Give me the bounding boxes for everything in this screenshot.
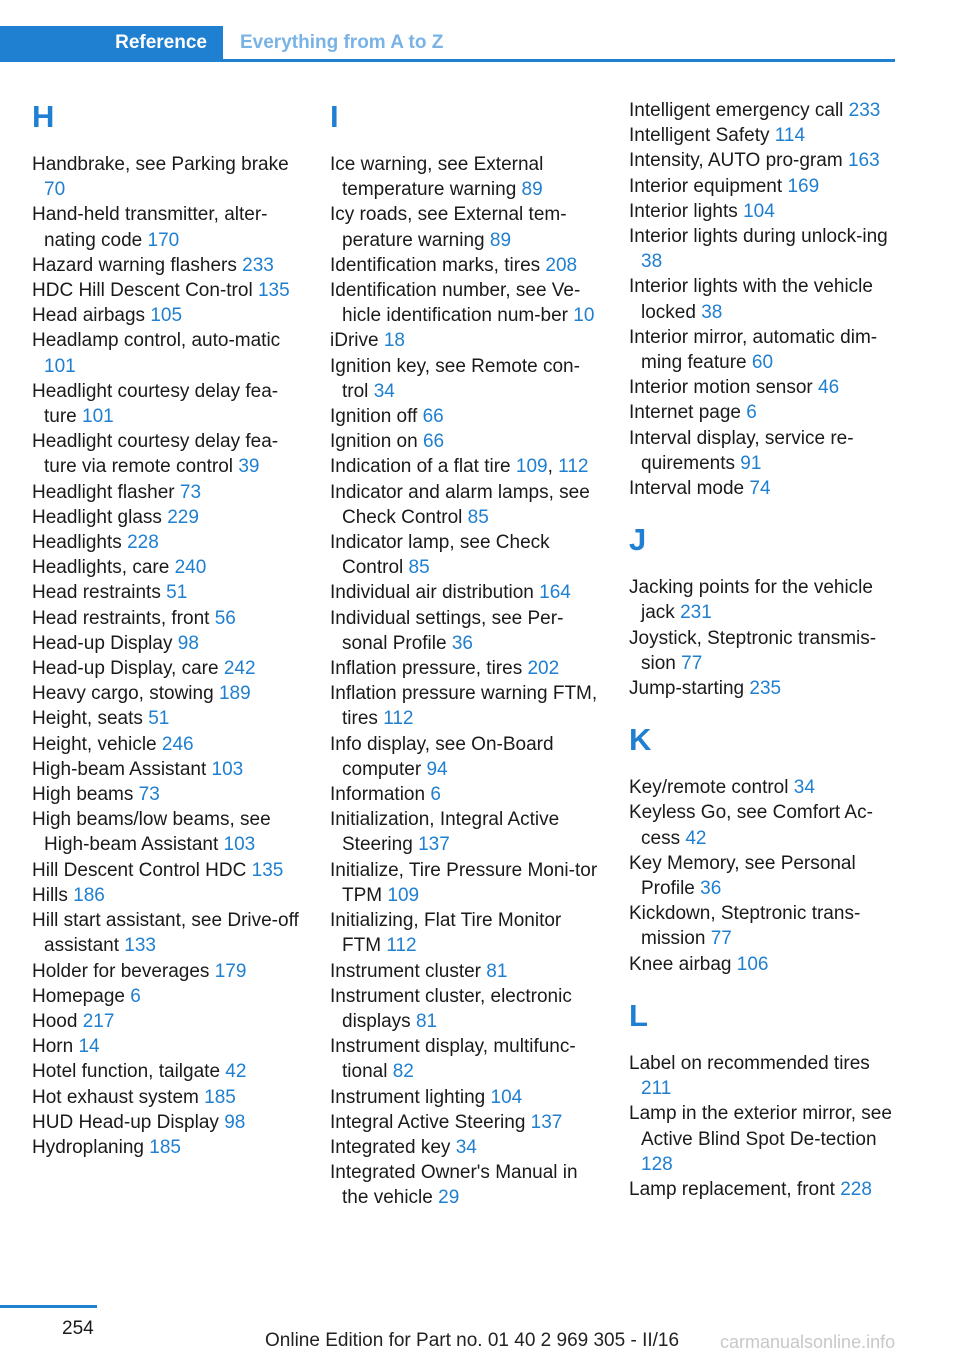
page-link[interactable]: 104 (743, 200, 775, 222)
edition-note: Online Edition for Part no. 01 40 2 969 305 - II/16 (265, 1330, 680, 1351)
index-entry (330, 152, 600, 202)
index-entry (32, 278, 302, 303)
index-entry (32, 807, 302, 857)
index-entry-text: Integral Active Steering (330, 1111, 526, 1133)
index-entry-text: Hand-held transmitter, alter-nating code (32, 204, 268, 251)
index-entry (330, 656, 600, 681)
index-entry-text: Info display, see On-Board computer (330, 733, 554, 780)
page-link[interactable]: 14 (78, 1036, 100, 1058)
page-link[interactable]: 112 (558, 456, 589, 478)
index-entry-text: Lamp replacement, front (629, 1178, 835, 1200)
index-entry-text: Interval display, service re-quirements (629, 427, 854, 474)
index-entry-text: Intensity, AUTO pro-gram (629, 150, 843, 172)
index-entry (629, 476, 899, 501)
index-entry (32, 757, 302, 782)
index-entry (330, 530, 600, 580)
index-entry-text: Identification marks, tires (330, 254, 541, 276)
index-column-1 (32, 98, 302, 1160)
index-entry-text: Joystick, Steptronic transmis-sion (629, 627, 877, 674)
index-entry (32, 1059, 302, 1084)
index-entry (330, 908, 600, 958)
page-link[interactable]: 169 (787, 175, 820, 197)
index-entry (629, 98, 899, 123)
index-entry-text: Instrument cluster, electronic displays (330, 985, 572, 1032)
page-link[interactable]: 135 (257, 280, 290, 302)
page-link[interactable]: 137 (418, 834, 450, 856)
index-entry (330, 681, 600, 731)
index-entry-text: Jump-starting (629, 678, 745, 700)
index-entry (629, 123, 899, 148)
page-link[interactable]: 56 (214, 607, 236, 629)
index-entry (330, 580, 600, 605)
page-link[interactable]: 34 (373, 380, 395, 402)
index-entry-text: Height, vehicle (32, 733, 157, 755)
page-link[interactable]: 51 (166, 582, 188, 604)
index-entry (32, 631, 302, 656)
index-entry (32, 1110, 302, 1135)
index-entry (629, 148, 899, 173)
page-link[interactable]: 98 (224, 1111, 246, 1133)
page-link[interactable]: 240 (174, 557, 207, 579)
page-link[interactable]: 233 (242, 254, 274, 276)
index-entry-text: Hydroplaning (32, 1136, 144, 1158)
index-entry-text: Integrated key (330, 1136, 451, 1158)
page-link[interactable]: 81 (486, 960, 508, 982)
index-entry-text: Interior mirror, automatic dim-ming feature (629, 326, 878, 374)
page-link[interactable]: 186 (73, 884, 105, 906)
page-link[interactable]: 38 (641, 251, 663, 273)
index-entry (330, 1110, 600, 1135)
index-entry (32, 505, 302, 530)
index-entry (32, 152, 302, 202)
index-entry (330, 278, 600, 328)
page-link[interactable]: 73 (179, 481, 202, 503)
page-link[interactable]: 60 (751, 352, 774, 374)
index-entry-text: Interior equipment (629, 175, 783, 197)
index-entry-text: Indicator lamp, see Check Control (330, 532, 550, 579)
page-link[interactable]: 170 (147, 229, 180, 251)
page-link[interactable]: 85 (408, 557, 430, 579)
index-entry (330, 984, 600, 1034)
page-link[interactable]: 77 (710, 928, 732, 950)
page-link[interactable]: 137 (530, 1111, 563, 1133)
index-entry-text: Interior motion sensor (629, 377, 813, 399)
page-link[interactable]: 42 (225, 1061, 247, 1083)
index-entry-text: Holder for beverages (32, 960, 210, 982)
index-entry (629, 1101, 899, 1177)
index-entry (330, 606, 600, 656)
page-link[interactable]: 228 (127, 532, 159, 554)
index-entry-text: Initialization, Integral Active Steering (330, 809, 560, 856)
index-entry-text: Head restraints (32, 582, 161, 604)
index-entry-text: Label on recommended tires (629, 1052, 870, 1074)
index-entry-text: Hood (32, 1010, 78, 1032)
index-entry-text: Hills (32, 884, 68, 906)
index-column-3 (629, 98, 899, 1202)
page-link[interactable]: 133 (124, 935, 156, 957)
index-entry-text: Headlight courtesy delay fea-ture (32, 380, 279, 428)
index-entry (330, 253, 600, 278)
index-entry-text: Integrated Owner's Manual in the vehicle (330, 1162, 578, 1209)
page-link[interactable]: 109 (515, 456, 548, 478)
index-entry-text: Interior lights with the vehicle locked (629, 276, 873, 323)
index-entry (32, 379, 302, 429)
index-entry (629, 1177, 899, 1202)
index-entry-text: Ignition key, see Remote con-trol (330, 355, 580, 402)
index-entry-text: Hot exhaust system (32, 1086, 199, 1108)
index-entry (32, 706, 302, 731)
page-link[interactable]: 135 (251, 859, 284, 881)
index-entry-text: Keyless Go, see Comfort Ac-cess (629, 802, 873, 849)
index-entry (629, 901, 899, 951)
page-link[interactable]: 246 (161, 733, 194, 755)
index-entry-text: High beams/low beams, see High-beam Assistant (32, 809, 271, 856)
page-link[interactable]: 89 (489, 229, 512, 251)
page-link[interactable]: 10 (573, 305, 595, 327)
index-entry (32, 202, 302, 252)
index-entry (330, 429, 600, 454)
index-entry (32, 656, 302, 681)
page-link[interactable]: 74 (749, 478, 771, 500)
index-entry (32, 908, 302, 958)
index-entry-text: HDC Hill Descent Con-trol (32, 280, 253, 302)
page-link[interactable]: 6 (746, 402, 757, 424)
index-entry (629, 224, 899, 274)
page-link[interactable]: 164 (539, 582, 571, 604)
index-entry (32, 429, 302, 479)
page-link[interactable]: 231 (680, 602, 712, 624)
index-entry-text: Headlamp control, auto-matic (32, 330, 281, 352)
index-entry (32, 984, 302, 1009)
page-link[interactable]: 6 (430, 784, 441, 806)
page-link[interactable]: 42 (685, 827, 707, 849)
page-link[interactable]: 39 (238, 456, 260, 478)
header-rule (0, 59, 895, 62)
index-entry (330, 1160, 600, 1210)
index-entry-text: Heavy cargo, stowing (32, 683, 214, 705)
index-entry (32, 328, 302, 378)
page-link[interactable]: 70 (44, 179, 66, 201)
index-entry-text: Information (330, 784, 426, 806)
index-entry (629, 851, 899, 901)
page-link[interactable]: 38 (701, 301, 723, 323)
index-entry (629, 952, 899, 977)
page-link[interactable]: 208 (545, 254, 578, 276)
page-link[interactable]: 233 (848, 100, 881, 121)
page-link[interactable]: 105 (150, 305, 183, 327)
index-entry-text: Headlight glass (32, 506, 162, 528)
index-entry (629, 199, 899, 224)
page-link[interactable]: 51 (148, 708, 170, 730)
index-entry (330, 959, 600, 984)
index-entry (32, 1135, 302, 1160)
page-link[interactable]: 91 (740, 452, 762, 474)
page-link[interactable]: 82 (392, 1061, 414, 1083)
page-link[interactable]: 77 (681, 652, 703, 674)
index-entry (629, 800, 899, 850)
running-header (0, 26, 895, 62)
index-entry (330, 807, 600, 857)
index-letter-heading: K (629, 722, 652, 758)
page-link[interactable]: 128 (641, 1153, 673, 1175)
index-letter-heading: H (32, 99, 55, 134)
index-entry-text: Ignition on (330, 431, 418, 453)
index-entry (330, 480, 600, 530)
index-entry (330, 1034, 600, 1084)
index-letter-heading: J (629, 522, 647, 558)
index-entry (32, 1009, 302, 1034)
index-entry-text: Interior lights during unlock-ing (629, 226, 888, 248)
footer-rule (0, 1305, 97, 1308)
index-entry (32, 959, 302, 984)
index-entry-text: Knee airbag (629, 953, 732, 975)
page-link[interactable]: 101 (44, 355, 76, 377)
index-entry-text: Hill Descent Control HDC (32, 859, 247, 881)
index-entry (629, 1051, 899, 1101)
page-link[interactable]: 36 (451, 632, 473, 654)
index-entry (32, 606, 302, 631)
index-entry-text: Head-up Display, care (32, 658, 219, 680)
index-letter-heading: L (629, 997, 648, 1033)
index-entry (330, 328, 600, 353)
page-link[interactable]: 6 (130, 985, 141, 1007)
index-entry-text: Interval mode (629, 478, 745, 500)
index-entry (330, 404, 600, 429)
index-letter-heading: I (330, 99, 339, 134)
page-link[interactable]: 101 (82, 406, 114, 428)
page-link[interactable]: 185 (204, 1086, 236, 1108)
index-entry (629, 775, 899, 800)
page-link[interactable]: 29 (438, 1187, 460, 1209)
index-entry (32, 858, 302, 883)
index-entry (32, 555, 302, 580)
page-link[interactable]: 18 (383, 330, 405, 352)
page-link[interactable]: 36 (700, 878, 722, 900)
index-entry (629, 274, 899, 324)
index-entry (629, 375, 899, 400)
index-entry-text: Internet page (629, 402, 741, 424)
index-entry-text: Jacking points for the vehicle jack (629, 577, 873, 624)
index-entry-text: HUD Head-up Display (32, 1111, 219, 1133)
index-entry-text: Identification number, see Ve-hicle identification num-ber (330, 280, 581, 327)
index-entry-text: Headlights (32, 532, 122, 554)
index-entry-text: Hill start assistant, see Drive-off assistant (32, 910, 299, 957)
index-entry-text: Homepage (32, 985, 125, 1007)
index-entry (32, 883, 302, 908)
index-entry-text: Inflation pressure warning FTM, tires (330, 683, 598, 730)
index-entry (629, 400, 899, 425)
index-entry-text: Headlights, care (32, 557, 170, 579)
index-entry (330, 782, 600, 807)
index-entry-text: High-beam Assistant (32, 758, 207, 780)
page-link[interactable]: 98 (177, 632, 199, 654)
page-link[interactable]: 114 (774, 125, 806, 147)
index-column-2 (330, 98, 600, 1211)
index-entry (330, 1135, 600, 1160)
index-entry-text: Kickdown, Steptronic trans-mission (629, 903, 861, 950)
index-entry (330, 1085, 600, 1110)
page-link[interactable]: 229 (167, 506, 199, 528)
index-entry-text: Instrument lighting (330, 1086, 486, 1108)
index-entry-text: Individual settings, see Per-sonal Profile (330, 607, 564, 654)
index-entry-text: Initialize, Tire Pressure Moni-tor TPM (330, 859, 598, 906)
page-link[interactable]: 81 (415, 1010, 438, 1032)
index-entry-text: Hazard warning flashers (32, 254, 237, 276)
index-entry-text: Key Memory, see Personal Profile (629, 852, 856, 900)
tab-everything-a-to-z[interactable]: Everything from A to Z (240, 31, 444, 53)
page-number: 254 (62, 1318, 94, 1339)
page-link[interactable]: 189 (218, 683, 251, 705)
index-entry-text: Ignition off (330, 406, 418, 428)
index-entry-text: Intelligent Safety (629, 125, 770, 147)
page-link[interactable]: 73 (138, 784, 160, 806)
index-entry-text: Instrument cluster (330, 960, 481, 982)
index-entry-text: Key/remote control (629, 777, 789, 799)
index-entry (330, 354, 600, 404)
page-link[interactable]: 46 (818, 377, 840, 399)
page-link[interactable]: 202 (527, 658, 560, 680)
index-entry-text: Ice warning, see External temperature warning (330, 154, 544, 201)
page-link[interactable]: 34 (455, 1136, 477, 1158)
index-entry-text: Inflation pressure, tires (330, 658, 523, 680)
index-entry-text: Indication of a flat tire (330, 456, 511, 478)
index-entry (32, 782, 302, 807)
index-entry-text: Instrument display, multifunc-tional (330, 1036, 576, 1083)
page-link[interactable]: 85 (467, 506, 489, 528)
index-entry-text: Interior lights (629, 200, 738, 222)
page-link[interactable]: 66 (422, 406, 444, 428)
index-entry (629, 174, 899, 199)
index-entry (32, 1034, 302, 1059)
page-link[interactable]: 242 (223, 658, 256, 680)
page-link[interactable]: 228 (840, 1178, 872, 1200)
index-entry (32, 681, 302, 706)
index-entry (32, 1085, 302, 1110)
page-link[interactable]: 106 (736, 953, 769, 975)
index-entry-text: Icy roads, see External tem-perature warning (330, 204, 567, 251)
index-entry (330, 202, 600, 252)
page-link[interactable]: 217 (82, 1010, 115, 1032)
index-entry-text: iDrive (330, 330, 379, 352)
index-entry-text: Lamp in the exterior mirror, see Active Blind Spot De-tection (629, 1103, 892, 1150)
index-entry-text: Head airbags (32, 305, 146, 327)
page-link[interactable]: 179 (214, 960, 247, 982)
index-entry-text: Individual air distribution (330, 582, 534, 604)
index-entry (330, 858, 600, 908)
page-link[interactable]: 103 (223, 834, 256, 856)
page-link[interactable]: 109 (387, 884, 420, 906)
page-link[interactable]: 94 (426, 758, 448, 780)
tab-reference[interactable]: Reference (0, 26, 223, 59)
index-entry-text: Head restraints, front (32, 607, 210, 629)
index-entry-text: Indicator and alarm lamps, see Check Control (330, 481, 590, 528)
index-entry-text: Hotel function, tailgate (32, 1061, 221, 1083)
page-link[interactable]: 235 (749, 678, 782, 700)
watermark: carmanualsonline.info (720, 1332, 896, 1352)
page-link[interactable]: 112 (386, 935, 417, 957)
index-entry-text: Height, seats (32, 708, 143, 730)
index-entry (629, 575, 899, 625)
page-link[interactable]: 103 (211, 758, 244, 780)
index-entry (629, 676, 899, 701)
index-entry-text: Headlight courtesy delay fea-ture via remote control (32, 431, 279, 478)
index-entry (629, 626, 899, 676)
page-link[interactable]: 112 (383, 708, 414, 730)
index-entry-text: Initializing, Flat Tire Monitor FTM (330, 910, 562, 957)
page-link[interactable]: 163 (847, 150, 880, 172)
page-link[interactable]: 185 (149, 1136, 181, 1158)
page-link[interactable]: 34 (793, 777, 815, 799)
index-entry (32, 480, 302, 505)
page-link[interactable]: 66 (422, 431, 445, 453)
index-entry-text: Handbrake, see Parking brake (32, 154, 289, 175)
page-link[interactable]: 89 (521, 179, 543, 201)
index-entry-text: High beams (32, 784, 134, 806)
index-entry-text: Intelligent emergency call (629, 100, 844, 121)
index-entry: Indication of a flat tire 109, 112 (330, 456, 589, 478)
index-entry (32, 580, 302, 605)
index-entry-text: Head-up Display (32, 632, 173, 654)
index-entry (330, 732, 600, 782)
index-entry (32, 253, 302, 278)
index-entry (629, 426, 899, 476)
page-link[interactable]: 211 (641, 1078, 672, 1100)
index-entry-text: Horn (32, 1036, 74, 1058)
index-entry (629, 325, 899, 375)
index-entry (32, 530, 302, 555)
index-entry (32, 732, 302, 757)
index-entry (32, 303, 302, 328)
index-entry-text: Headlight flasher (32, 481, 175, 503)
page-link[interactable]: 104 (490, 1086, 523, 1108)
